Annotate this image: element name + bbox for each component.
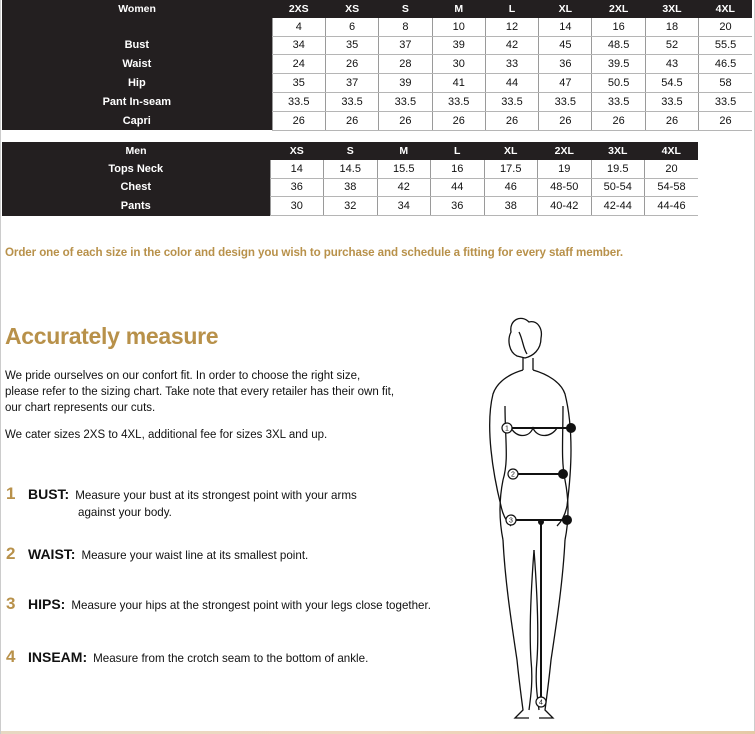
table-row	[2, 18, 752, 36]
size-cell: 40-42	[538, 197, 592, 216]
size-cell: 33.5	[539, 92, 592, 111]
size-cell: 44	[485, 74, 538, 93]
size-cell: 20	[699, 18, 752, 36]
size-cell: 55.5	[699, 36, 752, 55]
step-text-continued: against your body.	[78, 506, 172, 519]
row-label: Bust	[2, 36, 272, 55]
size-cell: 26	[325, 111, 378, 130]
size-cell: 24	[272, 55, 325, 74]
women-size-m: M	[432, 0, 485, 18]
size-cell: 50-54	[591, 178, 645, 197]
marker-2: 2	[511, 471, 515, 479]
table-row	[2, 111, 752, 130]
size-cell: 43	[645, 55, 698, 74]
men-size-header-row	[2, 142, 698, 160]
size-cell: 47	[539, 74, 592, 93]
size-cell: 39	[432, 36, 485, 55]
size-cell: 33	[485, 55, 538, 74]
step-inseam	[6, 647, 486, 667]
row-label: Tops Neck	[2, 160, 270, 178]
table-row	[2, 92, 752, 111]
size-cell: 33.5	[325, 92, 378, 111]
size-cell: 48-50	[538, 178, 592, 197]
size-cell: 37	[325, 74, 378, 93]
size-cell: 42	[377, 178, 431, 197]
size-cell: 50.5	[592, 74, 645, 93]
size-cell: 41	[432, 74, 485, 93]
size-cell: 34	[272, 36, 325, 55]
women-size-xs: XS	[325, 0, 378, 18]
women-size-table	[2, 0, 752, 131]
women-table-body	[2, 18, 752, 130]
marker-1: 1	[505, 425, 509, 433]
step-label: INSEAM:	[28, 649, 88, 665]
table-row	[2, 36, 752, 55]
row-label: Capri	[2, 111, 272, 130]
women-size-l: L	[485, 0, 538, 18]
size-cell: 18	[645, 18, 698, 36]
women-size-4xl: 4XL	[699, 0, 752, 18]
men-size-l: L	[431, 142, 485, 160]
size-cell: 37	[379, 36, 432, 55]
men-size-xs: XS	[270, 142, 324, 160]
size-cell: 36	[431, 197, 485, 216]
size-cell: 26	[699, 111, 752, 130]
size-cell: 19	[538, 160, 592, 178]
step-number: 1	[6, 484, 16, 503]
step-label: HIPS:	[28, 596, 66, 612]
table-row	[2, 74, 752, 93]
size-cell: 14	[539, 18, 592, 36]
women-header: Women	[2, 0, 272, 18]
women-size-2xs: 2XS	[272, 0, 325, 18]
size-cell: 26	[272, 111, 325, 130]
size-cell: 35	[325, 36, 378, 55]
section-title: Accurately measure	[5, 323, 219, 349]
table-row	[2, 55, 752, 74]
size-cell: 16	[431, 160, 485, 178]
size-cell: 26	[645, 111, 698, 130]
size-cell: 15.5	[377, 160, 431, 178]
size-cell: 45	[539, 36, 592, 55]
men-size-s: S	[324, 142, 378, 160]
intro-text: We pride ourselves on our confort fit. In order to choose the right size, please refer to the sizing chart. Take note that every retailer has their own fit, our chart represents our cuts.	[5, 370, 395, 414]
step-text: Measure your bust at its strongest point with your arms	[75, 489, 357, 502]
size-cell: 17.5	[484, 160, 538, 178]
size-cell: 39.5	[592, 55, 645, 74]
order-note: Order one of each size in the color and design you wish to purchase and schedule a fitting for every staff member.	[5, 246, 624, 259]
step-number: 3	[6, 594, 16, 613]
size-cell: 8	[379, 18, 432, 36]
size-cell: 33.5	[699, 92, 752, 111]
size-cell: 4	[272, 18, 325, 36]
men-table-body	[2, 160, 698, 216]
women-size-header-row	[2, 0, 752, 18]
men-size-2xl: 2XL	[538, 142, 592, 160]
size-cell: 38	[484, 197, 538, 216]
size-cell: 19.5	[591, 160, 645, 178]
row-label	[2, 18, 272, 36]
table-row	[2, 197, 698, 216]
row-label: Pants	[2, 197, 270, 216]
step-waist	[6, 544, 466, 564]
size-cell: 52	[645, 36, 698, 55]
size-cell: 14.5	[324, 160, 378, 178]
women-size-s: S	[379, 0, 432, 18]
table-row	[2, 160, 698, 178]
size-cell: 26	[432, 111, 485, 130]
size-cell: 26	[592, 111, 645, 130]
size-range-text: We cater sizes 2XS to 4XL, additional fee for sizes 3XL and up.	[5, 429, 328, 441]
size-cell: 33.5	[379, 92, 432, 111]
step-bust	[6, 484, 426, 519]
row-label: Chest	[2, 178, 270, 197]
size-cell: 58	[699, 74, 752, 93]
size-cell: 10	[432, 18, 485, 36]
size-cell: 44-46	[645, 197, 699, 216]
size-cell: 33.5	[592, 92, 645, 111]
size-cell: 30	[270, 197, 324, 216]
men-header: Men	[2, 142, 270, 160]
size-cell: 46	[484, 178, 538, 197]
men-size-m: M	[377, 142, 431, 160]
men-size-3xl: 3XL	[591, 142, 645, 160]
size-cell: 33.5	[645, 92, 698, 111]
size-cell: 54-58	[645, 178, 699, 197]
marker-4: 4	[539, 699, 543, 707]
row-label: Waist	[2, 55, 272, 74]
men-size-xl: XL	[484, 142, 538, 160]
size-cell: 30	[432, 55, 485, 74]
step-label: WAIST:	[28, 546, 76, 562]
size-cell: 14	[270, 160, 324, 178]
size-cell: 26	[485, 111, 538, 130]
size-cell: 6	[325, 18, 378, 36]
size-cell: 35	[272, 74, 325, 93]
size-cell: 48.5	[592, 36, 645, 55]
step-hips	[6, 594, 486, 614]
size-cell: 42	[485, 36, 538, 55]
table-row	[2, 178, 698, 197]
size-cell: 20	[645, 160, 699, 178]
step-label: BUST:	[28, 486, 70, 502]
women-size-2xl: 2XL	[592, 0, 645, 18]
men-size-4xl: 4XL	[645, 142, 699, 160]
women-size-3xl: 3XL	[645, 0, 698, 18]
size-cell: 38	[324, 178, 378, 197]
size-cell: 33.5	[432, 92, 485, 111]
size-cell: 34	[377, 197, 431, 216]
size-cell: 39	[379, 74, 432, 93]
row-label: Pant In-seam	[2, 92, 272, 111]
size-cell: 12	[485, 18, 538, 36]
size-cell: 26	[379, 111, 432, 130]
marker-3: 3	[509, 517, 513, 525]
step-number: 2	[6, 544, 16, 563]
men-size-table	[2, 142, 698, 216]
size-cell: 36	[539, 55, 592, 74]
size-cell: 36	[270, 178, 324, 197]
row-label: Hip	[2, 74, 272, 93]
size-cell: 44	[431, 178, 485, 197]
size-cell: 28	[379, 55, 432, 74]
size-cell: 42-44	[591, 197, 645, 216]
body-measurement-figure	[471, 310, 621, 730]
step-number: 4	[6, 647, 16, 666]
marker-circles	[502, 423, 546, 707]
size-cell: 26	[539, 111, 592, 130]
size-cell: 33.5	[485, 92, 538, 111]
step-text: Measure your hips at the strongest point with your legs close together.	[71, 599, 431, 612]
step-text: Measure your waist line at its smallest point.	[81, 549, 309, 562]
size-cell: 26	[325, 55, 378, 74]
size-cell: 32	[324, 197, 378, 216]
step-text: Measure from the crotch seam to the bottom of ankle.	[93, 652, 369, 665]
women-size-xl: XL	[539, 0, 592, 18]
size-cell: 46.5	[699, 55, 752, 74]
size-cell: 16	[592, 18, 645, 36]
size-cell: 33.5	[272, 92, 325, 111]
body-outline	[490, 318, 571, 718]
size-cell: 54.5	[645, 74, 698, 93]
